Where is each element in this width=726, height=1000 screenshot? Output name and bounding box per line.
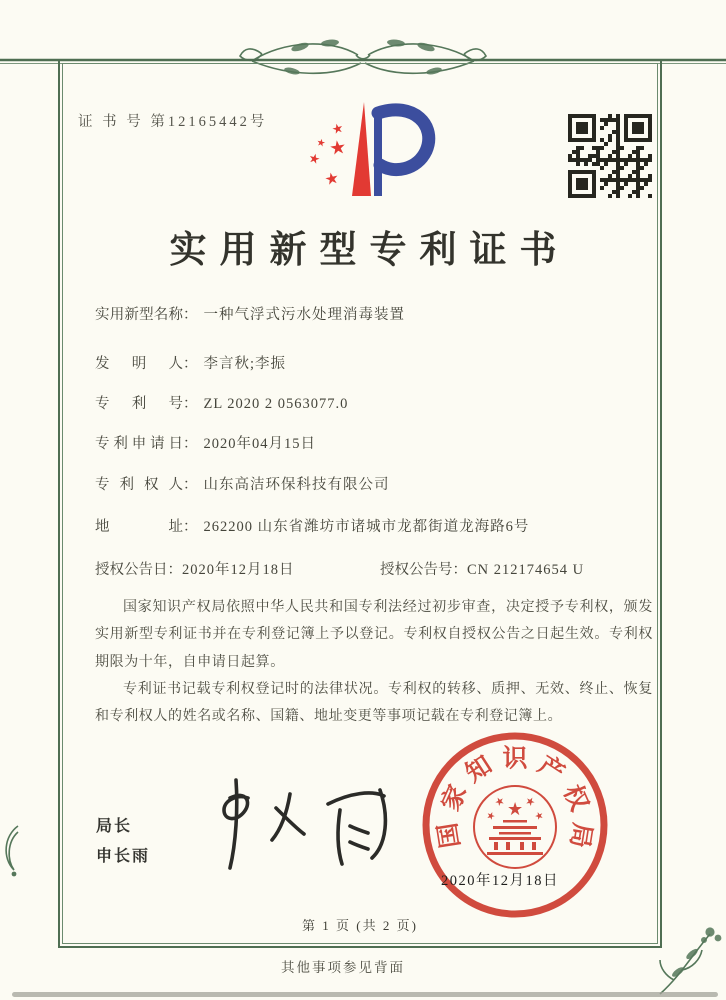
logo-p-stem [374,109,382,196]
shen-changyu-signature [200,768,390,878]
star-icon: ★ [323,169,341,190]
field-label: 实用新型名称 [95,307,183,323]
other-items-note: 其他事项参见背面 [281,960,405,975]
field-value: 262200 山东省潍坊市诸城市龙都街道龙海路6号 [203,519,530,535]
field-row-address [95,515,666,537]
field-label: 地址 [95,519,183,535]
field-colon: ： [183,477,198,493]
field-value: 2020年12月18日 [182,562,295,578]
field-colon: ： [183,307,198,323]
star-icon: ★ [328,136,348,161]
field-value: 山东高洁环保科技有限公司 [203,477,390,493]
field-label: 授权公告号 [380,562,453,578]
grant-date-pair [95,562,295,578]
certificate-number: 证 书 号 第12165442号 [78,114,268,130]
field-value: ZL 2020 2 0563077.0 [203,396,349,412]
field-label: 发明人 [95,356,183,372]
star-icon: ★ [315,137,327,150]
field-row-name [95,303,666,325]
star-icon: ★ [484,809,499,824]
logo-stars [307,120,348,190]
star-icon: ★ [306,149,322,168]
svg-text:知: 知 [461,751,497,788]
field-row-patentee [95,473,666,495]
star-icon: ★ [531,809,546,824]
seal-date: 2020年12月18日 [441,873,559,889]
field-value: 2020年04月15日 [203,436,316,452]
certificate-title: 实用新型专利证书 [169,230,570,271]
star-icon: ★ [506,799,524,819]
legal-paragraph-2: 专利证书记载专利权登记时的法律状况。专利权的转移、质押、无效、终止、恢复和专利权人的姓名或名称、国籍、地址变更等事项记载在专利登记簿上。 [95,681,653,725]
svg-text:家: 家 [437,781,473,816]
page-number: 第 1 页 (共 2 页) [302,918,418,933]
field-value: 一种气浮式污水处理消毒装置 [203,307,405,323]
field-label: 专利申请日 [95,436,183,452]
field-row-inventor [95,352,666,374]
scan-edge-shadow [12,992,718,997]
field-row-filing-date [95,432,666,454]
field-colon: ： [183,519,198,535]
field-label: 专利号 [95,396,183,412]
star-icon: ★ [492,794,508,810]
svg-text:识: 识 [502,745,528,773]
national-emblem [474,786,556,868]
field-value: 李言秋;李振 [203,356,287,372]
field-label: 专利权人 [95,477,183,493]
field-value: CN 212174654 U [467,562,585,578]
field-colon: ： [183,396,198,412]
svg-text:国: 国 [434,820,466,850]
field-colon: ： [167,562,182,578]
commissioner-name: 申长雨 [96,848,151,865]
field-colon: ： [183,436,198,452]
field-row-patent-no [95,392,666,414]
cnipa-official-seal [415,723,615,923]
star-icon: ★ [522,794,538,810]
field-colon: ： [183,356,198,372]
logo-p-bowl [378,110,429,170]
commissioner-title: 局长 [96,818,133,835]
legal-text [95,594,653,730]
legal-paragraph-1: 国家知识产权局依照中华人民共和国专利法经过初步审查，决定授予专利权，颁发实用新型专利证书并在专利登记簿上予以登记。专利权自授权公告之日起生效。专利权期限为十年，自申请日起算。 [95,600,653,670]
field-label: 授权公告日 [95,562,168,578]
grant-no-pair [380,558,584,579]
star-icon: ★ [330,119,346,138]
cnipa-logo [288,100,438,212]
field-colon: ： [452,562,467,578]
field-row-grant [95,558,666,580]
svg-text:局: 局 [564,820,596,850]
svg-text:产: 产 [533,751,569,788]
svg-text:权: 权 [557,781,593,816]
logo-red-spike [352,102,371,196]
left-flourish-ornament [0,820,20,884]
qr-code [566,112,654,200]
